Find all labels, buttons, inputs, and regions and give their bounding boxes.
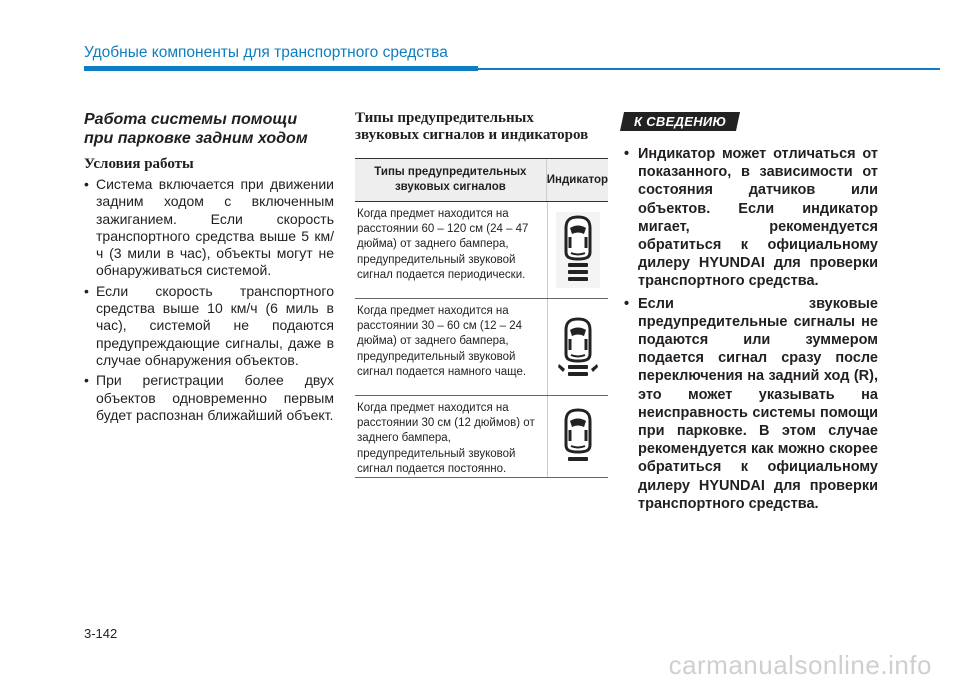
table-row-indicator bbox=[548, 299, 608, 395]
left-column bbox=[84, 110, 334, 427]
info-bullet-1: • Индикатор может отличаться от показанного, в зависимости от состояния датчиков или объектов. Если индикатор мигает, рекомендуется обратиться к официальному дилеру HYUNDAI для проверки транспортного средства. bbox=[622, 145, 878, 291]
warning-types-heading-line1: Типы предупредительных bbox=[355, 110, 534, 126]
table-row bbox=[355, 396, 608, 478]
watermark: carmanualsonline.info bbox=[668, 650, 932, 680]
header-rule-thick bbox=[84, 66, 478, 71]
info-bullet-2: • Если звуковые предупредительные сигналы не подаются или зуммером подается сигнал сразу после переключения на задний ход (R), это может указывать на неисправность системы помощи при парковке. В этом случае рекомендуется как можно скорее обратиться к официальному дилеру HYUNDAI для проверки транспортного средства. bbox=[622, 295, 878, 513]
condition-bullet-3: • При регистрации более двух объектов одновременно первым будет распознан ближайший объект. bbox=[84, 372, 334, 424]
parking-sensor-mid-icon bbox=[556, 309, 600, 385]
condition-bullet-2: • Если скорость транспортного средства выше 10 км/ч (6 миль в час), системой не подаются предупреждающие сигналы, даже в случае обнаружения объектов. bbox=[84, 283, 334, 369]
parking-sensor-far-icon bbox=[556, 212, 600, 288]
table-row bbox=[355, 299, 608, 396]
page-number: 3-142 bbox=[84, 626, 118, 641]
warning-table-header bbox=[355, 158, 608, 202]
warning-table-col1-header: Типы предупредительных звуковых сигналов bbox=[355, 159, 547, 201]
header-rule-thin bbox=[478, 68, 940, 70]
warning-table bbox=[355, 158, 608, 478]
table-row-text: Когда предмет находится на расстоянии 30 см (12 дюймов) от заднего бампера, предупредительный звуковой сигнал подается постоянно. bbox=[355, 396, 548, 477]
parking-sensor-near-icon bbox=[556, 402, 600, 472]
section-title-line2: при парковке задним ходом bbox=[84, 130, 308, 147]
section-title bbox=[84, 110, 334, 148]
warning-types-heading bbox=[355, 110, 608, 144]
warning-table-col2-header: Индикатор bbox=[546, 174, 608, 186]
middle-column bbox=[355, 110, 608, 478]
info-badge bbox=[620, 112, 740, 131]
table-row-indicator bbox=[548, 396, 608, 477]
right-column bbox=[622, 112, 878, 517]
info-badge-label: К СВЕДЕНИЮ bbox=[634, 114, 727, 129]
section-title-line1: Работа системы помощи bbox=[84, 111, 298, 128]
warning-types-heading-line2: звуковых сигналов и индикаторов bbox=[355, 127, 589, 143]
table-row bbox=[355, 202, 608, 299]
header-title: Удобные компоненты для транспортного средства bbox=[84, 44, 448, 61]
condition-bullet-1: • Система включается при движении задним ходом с включенным зажиганием. Если скорость транспортного средства выше 5 км/ч (3 мили в час), объекты могут не обнаруживаться системой. bbox=[84, 176, 334, 280]
table-row-text: Когда предмет находится на расстоянии 30 – 60 см (12 – 24 дюйма) от заднего бампера, предупредительный звуковой сигнал подается намного чаще. bbox=[355, 299, 548, 395]
table-row-text: Когда предмет находится на расстоянии 60 – 120 см (24 – 47 дюйма) от заднего бампера, предупредительный звуковой сигнал подается периодически. bbox=[355, 202, 548, 298]
operating-conditions-heading: Условия работы bbox=[84, 156, 194, 172]
table-row-indicator bbox=[548, 202, 608, 298]
